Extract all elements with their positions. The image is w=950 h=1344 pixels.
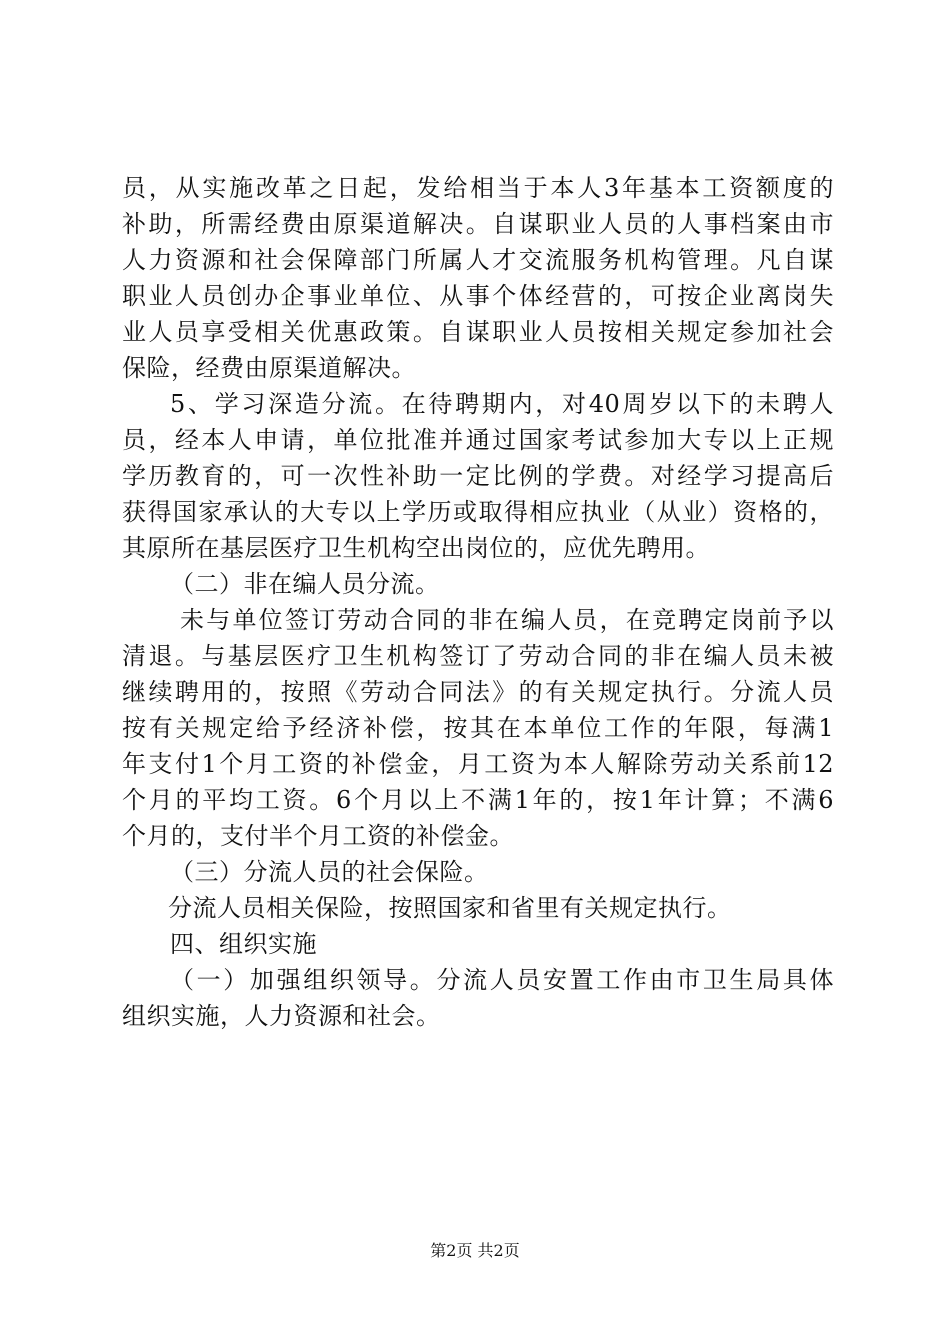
page-footer: 第2页 共2页 [430,1241,520,1260]
text-line: 年支付1个月工资的补偿金，月工资为本人解除劳动关系前12 [122,750,834,778]
text-line: 继续聘用的，按照《劳动合同法》的有关规定执行。分流人员 [122,678,834,706]
text-line: 未与单位签订劳动合同的非在编人员，在竞聘定岗前予以 [180,606,834,634]
text-line: 业人员享受相关优惠政策。自谋职业人员按相关规定参加社会 [122,318,834,346]
text-line: （一）加强组织领导。分流人员安置工作由市卫生局具体 [170,966,834,994]
text-line: 员，从实施改革之日起，发给相当于本人3年基本工资额度的 [122,174,834,202]
text-line: 职业人员创办企事业单位、从事个体经营的，可按企业离岗失 [122,282,834,310]
document-body [122,170,834,1034]
text-line: 分流人员相关保险，按照国家和省里有关规定执行。 [168,894,732,922]
text-line: 补助，所需经费由原渠道解决。自谋职业人员的人事档案由市 [122,210,834,238]
text-line: （二）非在编人员分流。 [170,570,440,598]
text-line: 保险，经费由原渠道解决。 [122,354,416,382]
text-line: （三）分流人员的社会保险。 [170,858,489,886]
text-line: 其原所在基层医疗卫生机构空出岗位的，应优先聘用。 [122,534,710,562]
text-line: 四、组织实施 [170,930,317,958]
text-line: 清退。与基层医疗卫生机构签订了劳动合同的非在编人员未被 [122,642,834,670]
text-line: 学历教育的，可一次性补助一定比例的学费。对经学习提高后 [122,462,834,490]
text-line: 获得国家承认的大专以上学历或取得相应执业（从业）资格的， [122,498,834,526]
text-line: 组织实施，人力资源和社会。 [122,1002,441,1030]
text-line: 个月的平均工资。6个月以上不满1年的，按1年计算；不满6 [122,786,834,814]
text-line: 人力资源和社会保障部门所属人才交流服务机构管理。凡自谋 [122,246,834,274]
text-line: 5、学习深造分流。在待聘期内，对40周岁以下的未聘人 [170,390,834,418]
text-line: 按有关规定给予经济补偿，按其在本单位工作的年限，每满1 [122,714,834,742]
text-line: 个月的，支付半个月工资的补偿金。 [122,822,514,850]
text-line: 员，经本人申请，单位批准并通过国家考试参加大专以上正规 [122,426,834,454]
